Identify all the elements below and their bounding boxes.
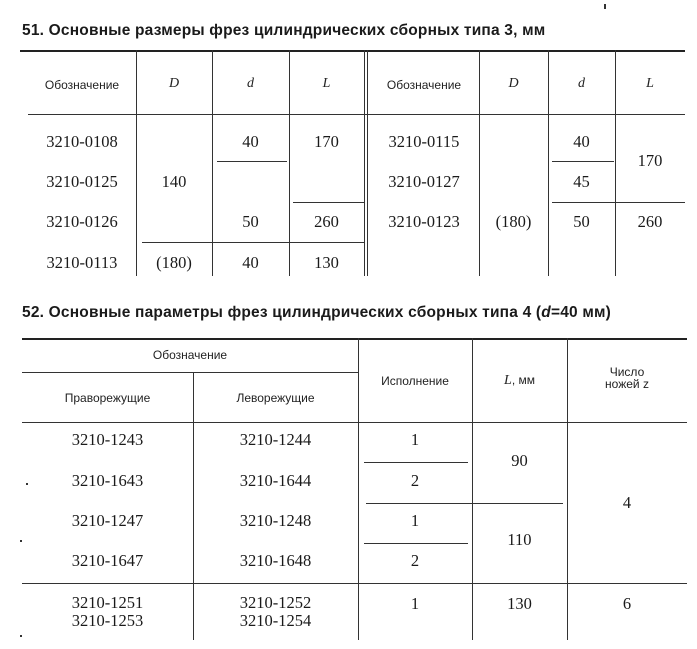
cell-right-code: 3210-1243 bbox=[71, 430, 144, 449]
cell-L: 130 bbox=[314, 253, 339, 272]
col-header-d: d bbox=[578, 76, 585, 91]
code-line: 3210-1253 bbox=[71, 611, 144, 630]
cell-L-merged: 170 bbox=[637, 151, 663, 170]
cell-left-code bbox=[193, 594, 358, 630]
knives-line1: Число bbox=[609, 365, 645, 379]
cell-code: 3210-0126 bbox=[46, 212, 118, 231]
rule bbox=[217, 161, 287, 162]
rule bbox=[293, 202, 364, 203]
length-unit: , мм bbox=[511, 373, 535, 387]
cell-L: 260 bbox=[637, 212, 663, 231]
cell-z: 6 bbox=[622, 594, 632, 613]
cell-right-code: 3210-1643 bbox=[71, 471, 144, 490]
double-divider bbox=[367, 50, 368, 276]
cell-version: 1 bbox=[410, 430, 420, 449]
cell-L-merged: 90 bbox=[511, 451, 528, 470]
title-text: =40 мм) bbox=[550, 304, 612, 321]
cell-code: 3210-0115 bbox=[388, 132, 460, 151]
cell-d: 50 bbox=[573, 212, 590, 231]
col-header-left-hand: Леворежущие bbox=[236, 391, 315, 405]
table-51-top-rule bbox=[20, 50, 685, 52]
rule bbox=[364, 543, 468, 544]
col-header-D: D bbox=[508, 76, 519, 91]
scan-speck bbox=[26, 483, 28, 485]
cell-code: 3210-0113 bbox=[46, 253, 118, 272]
cell-code: 3210-0108 bbox=[46, 132, 118, 151]
col-header-d: d bbox=[247, 76, 254, 91]
table-52-title bbox=[22, 304, 611, 322]
cell-D-merged: (180) bbox=[495, 212, 532, 231]
cell-code: 3210-0125 bbox=[46, 172, 118, 191]
cell-left-code: 3210-1648 bbox=[239, 551, 312, 570]
rule bbox=[364, 462, 468, 463]
table-51-title: 51. Основные размеры фрез цилиндрических сборных типа 3, мм bbox=[22, 22, 546, 39]
cell-d: 40 bbox=[573, 132, 590, 151]
table-52-header-rule bbox=[22, 422, 687, 423]
cell-D: (180) bbox=[156, 253, 192, 272]
scan-speck bbox=[20, 540, 22, 542]
code-line: 3210-1254 bbox=[239, 611, 312, 630]
cell-right-code bbox=[22, 594, 193, 630]
cell-left-code: 3210-1244 bbox=[239, 430, 312, 449]
col-group-designation: Обозначение bbox=[152, 348, 228, 362]
col-header-knives bbox=[567, 366, 687, 390]
code-line: 3210-1252 bbox=[239, 593, 312, 612]
col-header-L: L bbox=[322, 76, 331, 91]
cell-left-code: 3210-1644 bbox=[239, 471, 312, 490]
cell-left-code: 3210-1248 bbox=[239, 511, 312, 530]
title-text: 52. Основные параметры фрез цилиндрических сборных типа 4 ( bbox=[22, 304, 542, 321]
cell-version: 1 bbox=[410, 594, 420, 613]
col-header-right-hand: Праворежущие bbox=[64, 391, 151, 405]
cell-L: 260 bbox=[314, 212, 339, 231]
cell-version: 2 bbox=[410, 551, 420, 570]
col-header-D: D bbox=[168, 76, 180, 91]
col-header-length bbox=[472, 373, 567, 389]
col-header-L: L bbox=[646, 76, 654, 91]
cell-d: 50 bbox=[242, 212, 259, 231]
rule bbox=[22, 583, 687, 584]
scan-speck bbox=[604, 4, 606, 9]
rule bbox=[552, 202, 685, 203]
table-52-top-rule bbox=[22, 338, 687, 340]
cell-right-code: 3210-1247 bbox=[71, 511, 144, 530]
length-var: L bbox=[504, 373, 512, 388]
double-divider bbox=[364, 50, 365, 276]
cell-code: 3210-0127 bbox=[388, 172, 460, 191]
rule bbox=[142, 242, 364, 243]
cell-d: 40 bbox=[242, 132, 259, 151]
cell-D-merged: 140 bbox=[161, 172, 187, 191]
rule bbox=[552, 161, 614, 162]
cell-code: 3210-0123 bbox=[388, 212, 460, 231]
cell-z-merged: 4 bbox=[622, 493, 632, 512]
col-header-designation: Обозначение bbox=[44, 78, 120, 92]
cell-d: 40 bbox=[242, 253, 259, 272]
code-line: 3210-1251 bbox=[71, 593, 144, 612]
col-header-designation: Обозначение bbox=[386, 78, 462, 92]
scan-speck bbox=[20, 635, 22, 637]
title-variable: d bbox=[541, 304, 551, 321]
designation-group-rule bbox=[22, 372, 358, 373]
cell-L: 130 bbox=[507, 594, 532, 613]
cell-d: 45 bbox=[573, 172, 590, 191]
table-51-header-rule bbox=[28, 114, 685, 115]
cell-L-merged: 110 bbox=[507, 530, 532, 549]
cell-L: 170 bbox=[314, 132, 339, 151]
cell-version: 2 bbox=[410, 471, 420, 490]
cell-right-code: 3210-1647 bbox=[71, 551, 144, 570]
rule bbox=[366, 503, 563, 504]
col-header-version: Исполнение bbox=[381, 374, 449, 388]
knives-line2: ножей z bbox=[605, 377, 649, 391]
cell-version: 1 bbox=[410, 511, 420, 530]
